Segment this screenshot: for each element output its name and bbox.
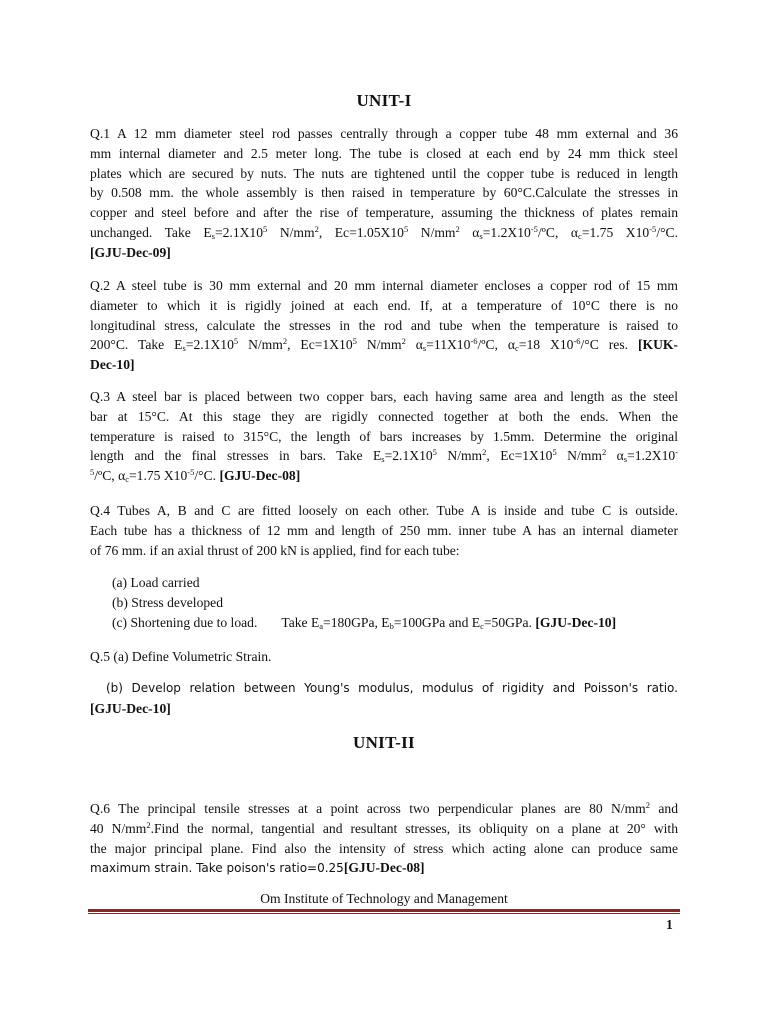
q3-line-5: $^5$/ºC, $\alpha_c=1.75$ $X10^{-5}/^\circ C$. [GJU-Dec-08]: [90, 467, 301, 485]
q4-line-2: Each tube has a thickness of 12 mm and length of 250 mm. inner tube A has an internal diameter: [90, 522, 678, 538]
q3-reference: [GJU-Dec-08]: [219, 468, 301, 484]
q6-line-2: 40 $N/mm^2.Find$ the normal, tangential and resultant stresses, its obliquity on a plane at 20° with: [90, 819, 679, 836]
q2-line-2: diameter to which it is rigidly joined at each end. If, at a temperature of 10°C there is no: [90, 297, 678, 313]
question-3: [90, 387, 678, 486]
q5-part-a: Q.5 (a) Define Volumetric Strain.: [90, 649, 272, 664]
q6-line-4: maximum strain. Take poison's ratio=0.25[GJU-Dec-08]: [90, 860, 425, 876]
q3-line-4: length and the final stresses in bars. Take $E_s=2.1X10^5$ $N/mm^2$, $Ec=1X10^5$ $N/mm^2$ $\alpha_s=1.2X10^-$: [90, 447, 679, 465]
unit-i-heading: UNIT-I: [356, 91, 412, 110]
question-2: [90, 276, 678, 375]
q1-line-6: unchanged. Take $E_s=2.1X10^5$ $N/mm^2$, $Ec=1.05X10^5$ $N/mm^2$ $\alpha_s=1.2X10^{-5}/ºC$, $\alpha_c=1.75$ $X10^{-5}/^\circ C$.: [90, 223, 678, 241]
q6-line-1: Q.6 The principal tensile stresses at a point across two perpendicular planes are 80 $N/mm^2$ and: [90, 800, 678, 816]
q4-line-3: of 76 mm. if an axial thrust of 200 kN is applied, find for each tube:: [90, 542, 460, 558]
question-6: [90, 799, 678, 879]
q1-line-3: plates which are secured by nuts. The nuts are tightened until the copper tube is reduced in length: [90, 165, 678, 181]
q6-reference: [GJU-Dec-08]: [343, 860, 425, 876]
page-number: 1: [666, 917, 673, 932]
q5-part-b: (b) Develop relation between Young's modulus, modulus of rigidity and Poisson's ratio.: [106, 681, 678, 695]
footer-institute: Om Institute of Technology and Management: [260, 891, 508, 906]
q4-reference: [GJU-Dec-10]: [535, 615, 617, 630]
q3-line-2: bar at 15°C. At this stage they are rigidly connected together at both the ends. When the: [90, 408, 678, 424]
q6-line-3: the major principal plane. Find also the intensity of stress which acting alone can produce same: [90, 840, 678, 856]
q1-reference: [GJU-Dec-09]: [90, 244, 171, 260]
q3-line-1: Q.3 A steel bar is placed between two copper bars, each having same area and length as the steel: [90, 389, 678, 404]
q2-line-4: 200°C. Take $E_s=2.1X10^5$ $N/mm^2$, $Ec=1X10^5$ $N/mm^2$ $\alpha_s=11X10^{-6}/ºC$, $\alpha_c=18$ $X10^{-6}/^\circ C$ res. [KUK-: [90, 336, 678, 354]
q1-line-5: copper and steel before and after the rise of temperature, assuming the thickness of plates remain: [90, 205, 678, 221]
q4-sublist: [112, 573, 712, 633]
q1-line-4: by 0.508 mm. the whole assembly is then raised in temperature by 60°C.Calculate the stresses in: [90, 185, 678, 201]
unit-ii-heading: UNIT-II: [353, 733, 415, 752]
q2-line-3: longitudinal stress, calculate the stresses in the rod and tube when the temperature is raised to: [90, 317, 678, 333]
q3-line-3: temperature is raised to 315°C, the length of bars increases by 1.5mm. Determine the original: [90, 428, 678, 444]
q4-line-1: Q.4 Tubes A, B and C are fitted loosely on each other. Tube A is inside and tube C is outside.: [90, 503, 678, 518]
footer-rule-thin: [88, 913, 680, 914]
q2-reference-cont: Dec-10]: [90, 357, 135, 373]
question-1: [90, 124, 678, 263]
question-5b: [90, 679, 678, 719]
q1-line-1: Q.1 A 12 mm diameter steel rod passes centrally through a copper tube 48 mm external and 36: [90, 126, 678, 141]
footer-rule: [88, 909, 680, 912]
q2-reference: [KUK-: [637, 337, 678, 353]
q4-item-c: (c) Shortening due to load. Take $E_a=180GPa$, $E_b=100GPa$ and $E_c=50GPa$. [GJU-Dec-10]: [112, 615, 617, 631]
q4-item-b: (b) Stress developed: [112, 595, 223, 610]
q5-reference: [GJU-Dec-10]: [90, 700, 171, 716]
question-5a: [90, 647, 678, 667]
q1-line-2: mm internal diameter and 2.5 meter long. The tube is closed at each end by 24 mm thick steel: [90, 145, 678, 161]
question-4: [90, 501, 678, 560]
q2-line-1: Q.2 A steel tube is 30 mm external and 20 mm internal diameter encloses a copper rod of 15 mm: [90, 278, 678, 293]
q4-item-a: (a) Load carried: [112, 575, 200, 590]
